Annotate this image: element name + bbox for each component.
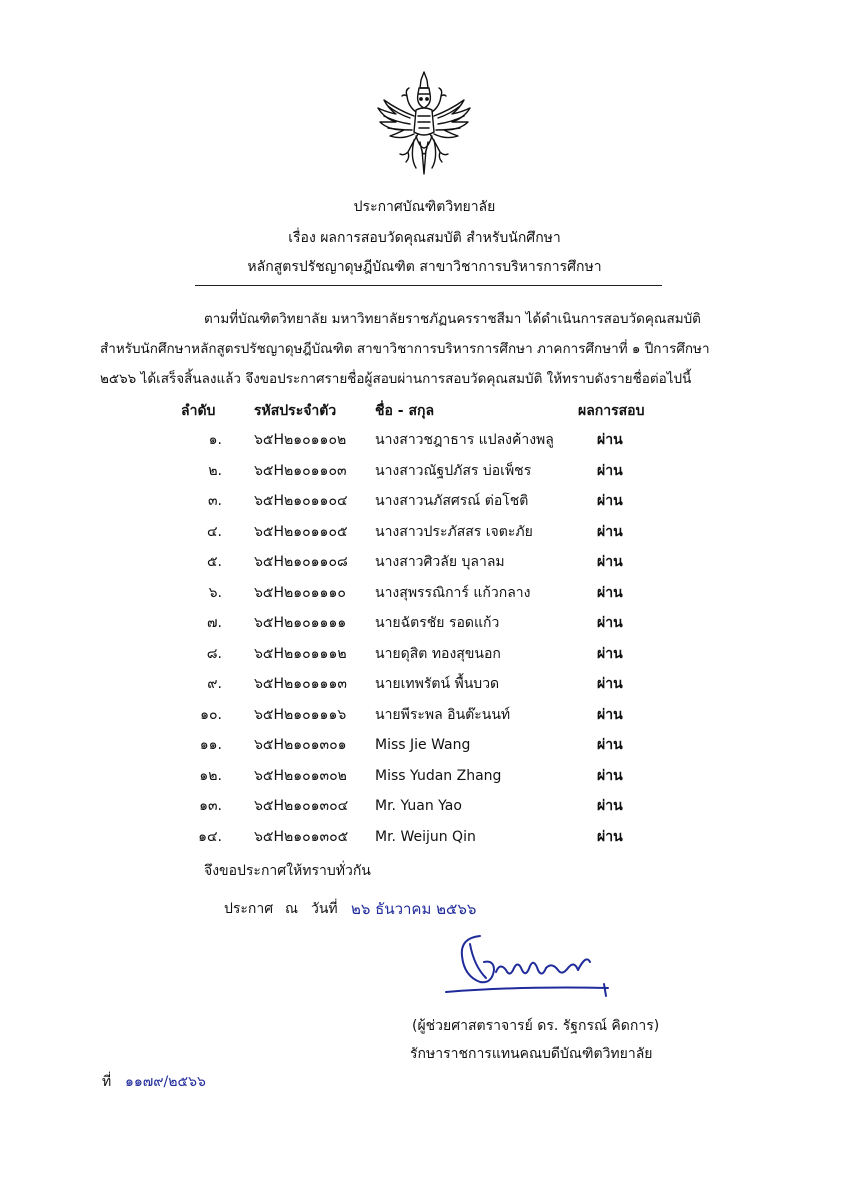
student-name: นางสาวนภัสศรณ์ ต่อโชติ xyxy=(375,493,529,509)
row-number: ๑๓. xyxy=(199,798,222,814)
table-row xyxy=(0,795,849,826)
reference-number: ๑๑๗๙/๒๕๖๖ xyxy=(125,1074,206,1090)
table-row xyxy=(0,490,849,521)
student-name: Mr. Yuan Yao xyxy=(375,798,462,814)
header-no: ลำดับ xyxy=(181,403,216,419)
header-name: ชื่อ - สกุล xyxy=(375,403,435,419)
student-id: ๖๕H๒๑๐๑๑๑๐ xyxy=(254,584,346,601)
announcement-title: ประกาศบัณฑิตวิทยาลัย xyxy=(353,199,496,215)
student-name: Mr. Weijun Qin xyxy=(375,828,476,845)
table-row xyxy=(0,429,849,460)
student-id: ๖๕H๒๑๐๑๑๑๓ xyxy=(254,676,347,692)
table-row xyxy=(0,826,849,857)
results-table xyxy=(0,429,849,856)
student-name: นางสาวชฎาธาร แปลงค้างพลู xyxy=(375,432,554,448)
exam-result: ผ่าน xyxy=(597,615,623,631)
exam-result: ผ่าน xyxy=(597,737,623,753)
signer-name: (ผู้ช่วยศาสตราจารย์ ดร. รัฐกรณ์ คิดการ) xyxy=(412,1018,660,1034)
table-row xyxy=(0,704,849,735)
table-row xyxy=(0,673,849,704)
announce-day-label: วันที่ xyxy=(311,901,338,917)
table-row xyxy=(0,765,849,796)
student-id: ๖๕H๒๑๐๑๑๐๓ xyxy=(254,462,347,479)
exam-result: ผ่าน xyxy=(597,523,623,540)
row-number: ๒. xyxy=(208,462,222,479)
header-student-id: รหัสประจำตัว xyxy=(254,403,337,419)
exam-result: ผ่าน xyxy=(597,645,623,662)
reference-label: ที่ xyxy=(102,1074,112,1090)
student-name: นายพีระพล อินต๊ะนนท์ xyxy=(375,706,511,723)
student-id: ๖๕H๒๑๐๑๑๐๔ xyxy=(254,493,348,509)
signature-icon xyxy=(440,926,615,1001)
exam-result: ผ่าน xyxy=(597,584,623,601)
student-name: นายฉัตรชัย รอดแก้ว xyxy=(375,615,500,631)
student-id: ๖๕H๒๑๐๑๓๐๒ xyxy=(254,767,347,784)
announce-date: ๒๖ ธันวาคม ๒๕๖๖ xyxy=(351,900,477,918)
row-number: ๑๐. xyxy=(200,706,222,723)
student-id: ๖๕H๒๑๐๑๑๑๒ xyxy=(254,645,347,662)
student-name: นางสุพรรณิการ์ แก้วกลาง xyxy=(375,584,531,601)
program-name: หลักสูตรปรัชญาดุษฎีบัณฑิต สาขาวิชาการบริหารการศึกษา xyxy=(247,259,602,275)
student-name: นางสาวณัฐปภัสร บ่อเพ็ชร xyxy=(375,462,532,479)
body-line-2: สำหรับนักศึกษาหลักสูตรปรัชญาดุษฎีบัณฑิต สาขาวิชาการบริหารการศึกษา ภาคการศึกษาที่ ๑ ปีการศึกษา xyxy=(100,341,710,357)
student-id: ๖๕H๒๑๐๑๓๐๕ xyxy=(254,828,349,845)
body-line-1: ตามที่บัณฑิตวิทยาลัย มหาวิทยาลัยราชภัฏนครราชสีมา ได้ดำเนินการสอบวัดคุณสมบัติ xyxy=(204,311,701,327)
exam-result: ผ่าน xyxy=(597,676,623,692)
row-number: ๑๔. xyxy=(198,828,222,845)
row-number: ๙. xyxy=(207,676,222,692)
row-number: ๑๑. xyxy=(199,737,222,753)
student-name: นางสาวศิวลัย บุลาลม xyxy=(375,554,505,570)
garuda-emblem-icon xyxy=(374,70,474,176)
student-id: ๖๕H๒๑๐๑๓๐๑ xyxy=(254,737,347,753)
table-row xyxy=(0,582,849,613)
announcement-subject: เรื่อง ผลการสอบวัดคุณสมบัติ สำหรับนักศึกษา xyxy=(288,230,561,246)
student-name: Miss Yudan Zhang xyxy=(375,767,502,784)
exam-result: ผ่าน xyxy=(597,767,623,784)
exam-result: ผ่าน xyxy=(597,493,623,509)
student-name: นางสาวประภัสสร เจตะภัย xyxy=(375,523,533,540)
table-row xyxy=(0,460,849,491)
row-number: ๕. xyxy=(206,554,222,570)
student-id: ๖๕H๒๑๐๑๑๐๕ xyxy=(254,523,348,540)
row-number: ๖. xyxy=(208,584,222,601)
exam-result: ผ่าน xyxy=(597,432,623,448)
student-id: ๖๕H๒๑๐๑๑๑๑ xyxy=(254,615,347,631)
exam-result: ผ่าน xyxy=(597,828,623,845)
row-number: ๓. xyxy=(207,493,222,509)
student-name: นายดุสิต ทองสุขนอก xyxy=(375,645,501,662)
divider xyxy=(195,285,662,286)
body-line-3: ๒๕๖๖ ได้เสร็จสิ้นลงแล้ว จึงขอประกาศรายชื่อผู้สอบผ่านการสอบวัดคุณสมบัติ ให้ทราบดังรายชื่อต่อไปนี้ xyxy=(100,371,692,387)
student-name: Miss Jie Wang xyxy=(375,737,471,753)
student-id: ๖๕H๒๑๐๑๑๐๘ xyxy=(254,554,348,570)
student-id: ๖๕H๒๑๐๑๑๐๒ xyxy=(254,432,347,448)
exam-result: ผ่าน xyxy=(597,462,623,479)
row-number: ๔. xyxy=(206,523,222,540)
student-name: นายเทพรัตน์ พื้นบวด xyxy=(375,676,500,692)
student-id: ๖๕H๒๑๐๑๓๐๔ xyxy=(254,798,349,814)
announce-label: ประกาศ xyxy=(224,901,274,917)
table-row xyxy=(0,734,849,765)
header-result: ผลการสอบ xyxy=(578,403,645,419)
table-row xyxy=(0,643,849,674)
row-number: ๑. xyxy=(208,432,222,448)
exam-result: ผ่าน xyxy=(597,706,623,723)
table-row xyxy=(0,612,849,643)
table-row xyxy=(0,551,849,582)
table-row xyxy=(0,521,849,552)
closing-statement: จึงขอประกาศให้ทราบทั่วกัน xyxy=(204,863,371,879)
row-number: ๑๒. xyxy=(199,767,222,784)
announce-at: ณ xyxy=(285,901,298,917)
signer-position: รักษาราชการแทนคณบดีบัณฑิตวิทยาลัย xyxy=(410,1046,653,1062)
student-id: ๖๕H๒๑๐๑๑๑๖ xyxy=(254,706,347,723)
row-number: ๘. xyxy=(206,645,222,662)
row-number: ๗. xyxy=(207,615,222,631)
exam-result: ผ่าน xyxy=(597,554,623,570)
exam-result: ผ่าน xyxy=(597,798,623,814)
